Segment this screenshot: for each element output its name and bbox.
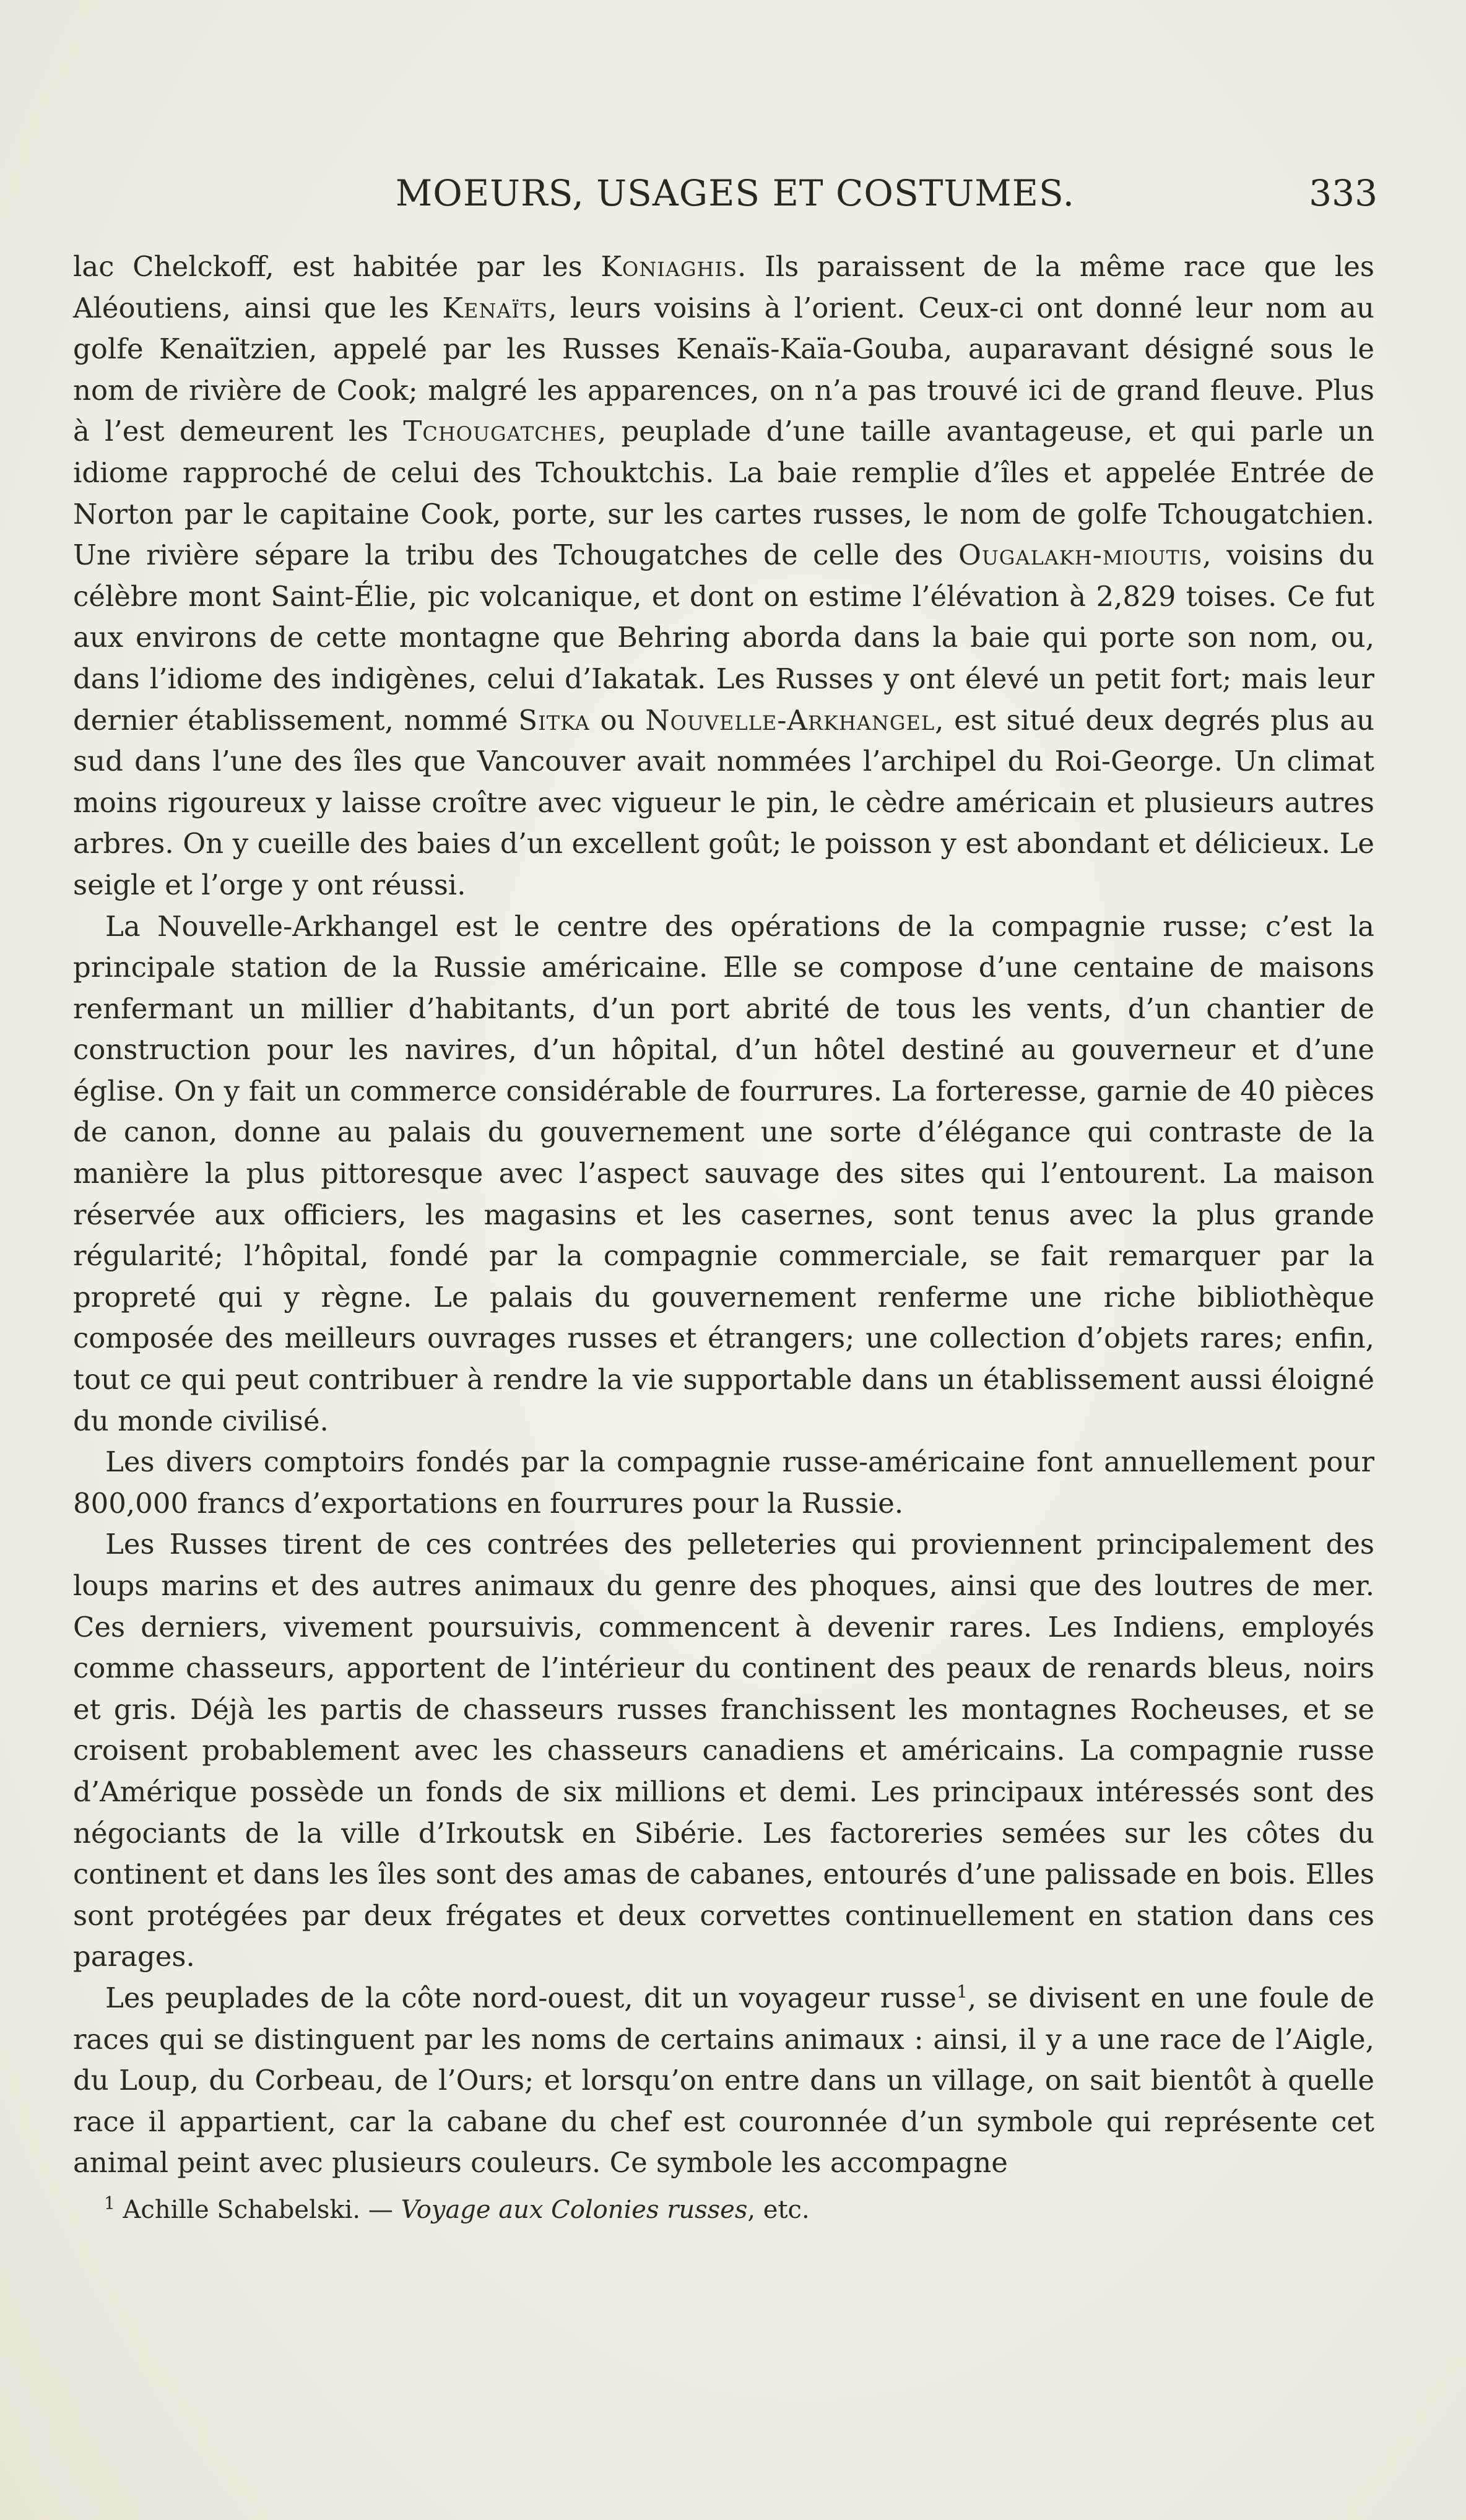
- footnote-text: , etc.: [747, 2196, 810, 2224]
- text-run: lac Chelckoff, est habitée par les: [73, 250, 601, 283]
- page-number: 333: [1309, 172, 1377, 214]
- paragraph: [73, 246, 1374, 906]
- people-name: Ougalakh-mioutis: [958, 539, 1203, 572]
- text-run: , est situé deux degrés plus au sud dans l’une des îles que Vancouver avait nommées l’archipel du Roi-George. Un climat moins rigoureux y laisse croître avec vigueur le pin, le cèdre américain et plusieurs autres arbres. On y cueille des baies d’un excellent goût; le poisson y est abondant et délicieux. Le seigle et l’orge y ont réussi.: [73, 703, 1375, 901]
- paragraph: [73, 1978, 1374, 2184]
- people-name: Tchougatches: [403, 415, 597, 448]
- footnote: [104, 2191, 1342, 2228]
- text-run: , leurs voisins à l’orient. Ceux-ci ont donné leur nom au golfe Kenaïtzien, appelé par les Russes Kenaïs-Kaïa-Gouba, auparavant désigné sous le nom de rivière de Cook; malgré les apparences, on n’a pas trouvé ici de grand fleuve. Plus à l’est demeurent les: [73, 291, 1374, 448]
- text-run: ou: [589, 703, 646, 737]
- body-text: [73, 246, 1374, 2184]
- page-header: [87, 168, 1384, 218]
- text-run: Les peuplades de la côte nord-ouest, dit un voyageur russe: [105, 1981, 957, 2014]
- footnote-reference: 1: [956, 1981, 968, 2002]
- footnote-author: Achille Schabelski. —: [123, 2196, 401, 2224]
- text-run: , peuplade d’une taille avantageuse, et qui parle un idiome rapproché de celui des Tchouktchis. La baie remplie d’îles et appelée Entrée de Norton par le capitaine Cook, porte, sur les cartes russes, le nom de golfe Tchougatchien. Une rivière sépare la tribu des Tchougatches de celle des: [73, 415, 1375, 572]
- paragraph: La Nouvelle-Arkhangel est le centre des opérations de la compagnie russe; c’est la principale station de la Russie américaine. Elle se compose d’une centaine de maisons renfermant un millier d’habitants, d’un port abrité de tous les vents, d’un chantier de construction pour les navires, d’un hôpital, d’un hôtel destiné au gouverneur et d’une église. On y fait un commerce considérable de fourrures. La forteresse, garnie de 40 pièces de canon, donne au palais du gouvernement une sorte d’élégance qui contraste de la manière la plus pittoresque avec l’aspect sauvage des sites qui l’entourent. La maison réservée aux officiers, les magasins et les casernes, sont tenus avec la plus grande régularité; l’hôpital, fondé par la compagnie commerciale, se fait remarquer par la propreté qui y règne. Le palais du gouvernement renferme une riche bibliothèque composée des meilleurs ouvrages russes et étrangers; une collection d’objets rares; enfin, tout ce qui peut contribuer à rendre la vie supportable dans un établissement aussi éloigné du monde civilisé.: [73, 909, 1374, 1437]
- running-head: MOEURS, USAGES ET COSTUMES.: [395, 172, 1075, 214]
- paragraph: Les Russes tirent de ces contrées des pelleteries qui proviennent principalement des loups marins et des autres animaux du genre des phoques, ainsi que des loutres de mer. Ces derniers, vivement poursuivis, commencent à devenir rares. Les Indiens, employés comme chasseurs, apportent de l’intérieur du continent des peaux de renards bleus, noirs et gris. Déjà les partis de chasseurs russes franchissent les montagnes Rocheuses, et se croisent probablement avec les chasseurs canadiens et américains. La compagnie russe d’Amérique possède un fonds de six millions et demi. Les principaux intéressés sont des négociants de la ville d’Irkoutsk en Sibérie. Les factoreries semées sur les côtes du continent et dans les îles sont des amas de cabanes, entourés d’une palissade en bois. Elles sont protégées par deux frégates et deux corvettes continuellement en station dans ces parages.: [73, 1528, 1374, 1973]
- people-name: Koniaghis: [601, 250, 738, 283]
- place-name: Nouvelle-Arkhangel: [645, 703, 935, 737]
- footnote-title: Voyage aux Colonies russes: [401, 2196, 748, 2224]
- text-run: . Ils paraissent de la même race que les Aléoutiens, ainsi que les: [73, 250, 1375, 324]
- people-name: Kenaïts: [442, 291, 549, 324]
- footnote-mark: 1: [104, 2193, 115, 2214]
- paragraph: Les divers comptoirs fondés par la compagnie russe-américaine font annuellement pour 800,000 francs d’exportations en fourrures pour la Russie.: [73, 1445, 1374, 1520]
- text-run: , se divisent en une foule de races qui se distinguent par les noms de certains animaux : ainsi, il y a une race de l’Aigle, du Loup, du Corbeau, de l’Ours; et lorsqu’on entre dans un village, on sait bientôt à quelle race il appartient, car la cabane du chef est couronnée d’un symbole qui représente cet animal peint avec plusieurs couleurs. Ce symbole les accompagne: [73, 1981, 1374, 2180]
- text-run: , voisins du célèbre mont Saint-Élie, pic volcanique, et dont on estime l’élévation à 2,829 toises. Ce fut aux environs de cette montagne que Behring aborda dans la baie qui porte son nom, ou, dans l’idiome des indigènes, celui d’Iakatak. Les Russes y ont élevé un petit fort; mais leur dernier établissement, nommé: [73, 539, 1374, 737]
- place-name: Sitka: [518, 703, 590, 737]
